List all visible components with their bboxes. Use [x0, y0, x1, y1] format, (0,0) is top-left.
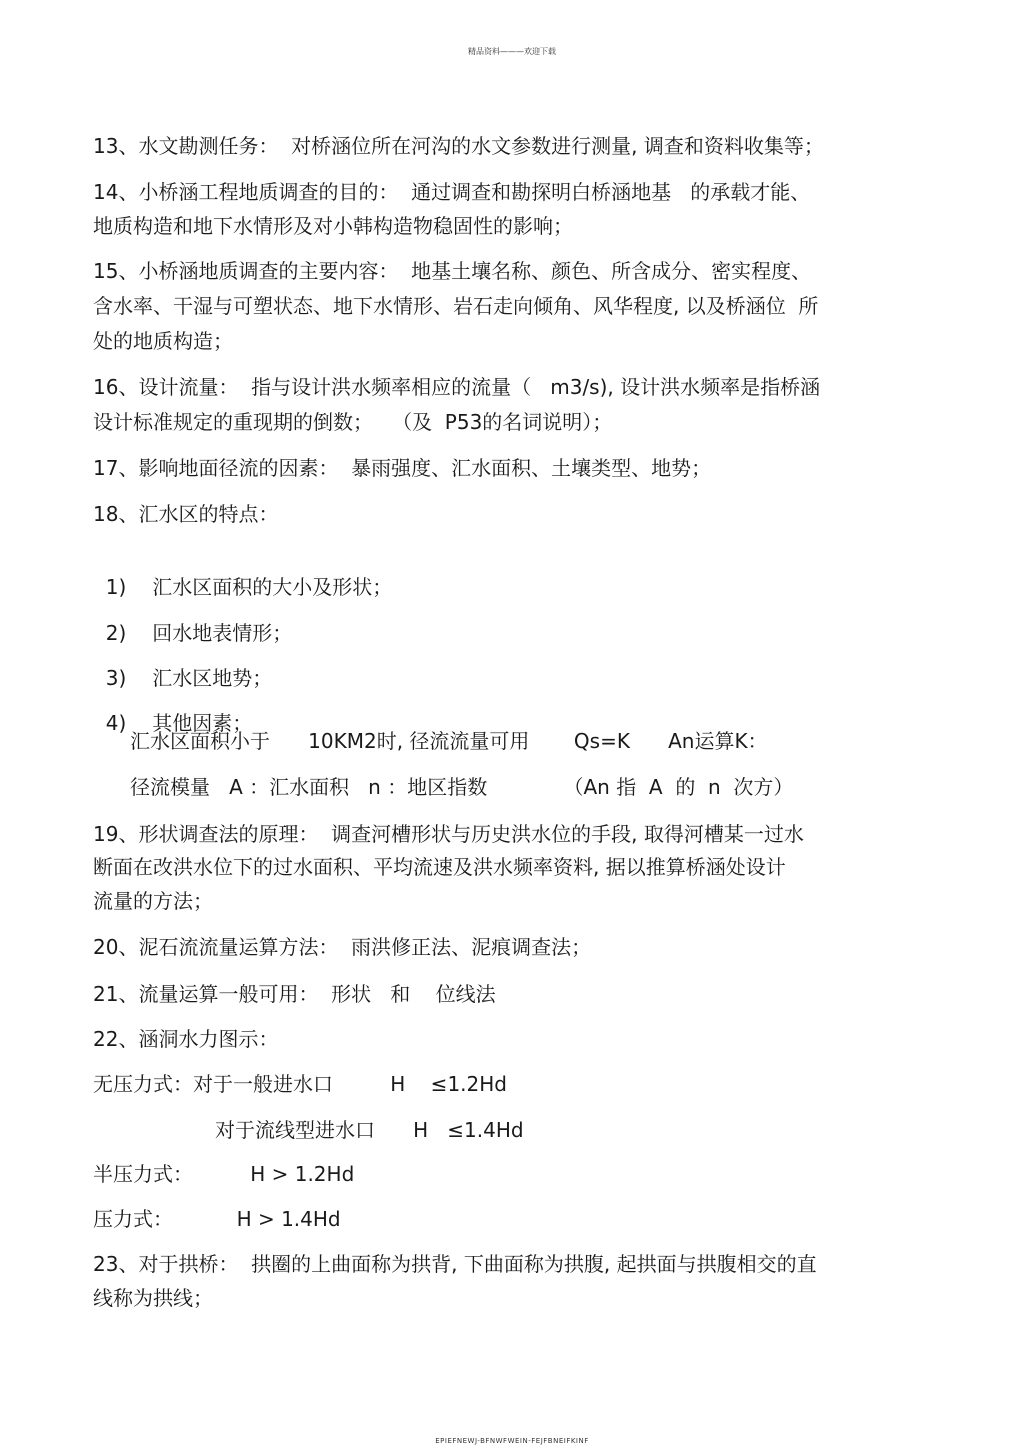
item-16-line-1: 16、设计流量： 指与设计洪水频率相应的流量（ m3/s), 设计洪水频率是指桥涵 — [93, 375, 821, 399]
item-15-line-2: 含水率、干湿与可塑状态、地下水情形、岩石走向倾角、风华程度, 以及桥涵位 所 — [93, 294, 819, 318]
item-20: 20、泥石流流量运算方法： 雨洪修正法、泥痕调查法； — [93, 935, 592, 959]
item-14-line-1: 14、小桥涵工程地质调查的目的： 通过调查和勘探明白桥涵地基 的承载才能、 — [93, 180, 811, 204]
formula-legend: 径流模量 A ：汇水面积 n ：地区指数 （An 指 A 的 n 次方） — [130, 775, 794, 799]
formula-line: 汇水区面积小于 10KM2时, 径流流量可用 Qs=K An运算K： — [130, 729, 768, 753]
subitem-3-text: 汇水区地势； — [152, 666, 273, 690]
item-22-title: 22、涵洞水力图示： — [93, 1027, 279, 1051]
unpressurized-normal-inlet: 无压力式：对于一般进水口 H ≤1.2Hd — [93, 1072, 507, 1096]
pressurized: 压力式： H > 1.4Hd — [93, 1207, 341, 1231]
item-14-line-2: 地质构造和地下水情形及对小韩构造物稳固性的影响； — [93, 214, 573, 238]
subitem-1-text: 汇水区面积的大小及形状； — [152, 575, 393, 599]
item-23-line-1: 23、对于拱桥： 拱圈的上曲面称为拱背, 下曲面称为拱腹, 起拱面与拱腹相交的直 — [93, 1252, 817, 1276]
item-23-line-2: 线称为拱线； — [93, 1286, 213, 1310]
unpressurized-streamlined-inlet: 对于流线型进水口 H ≤1.4Hd — [215, 1118, 524, 1142]
item-18-title: 18、汇水区的特点： — [93, 502, 279, 526]
item-15-line-3: 处的地质构造； — [93, 329, 233, 353]
subitem-2-number: 2) — [105, 621, 127, 645]
page-header: 精品资料———欢迎下载 — [468, 47, 556, 56]
item-15-line-1: 15、小桥涵地质调查的主要内容： 地基土壤名称、颜色、所含成分、密实程度、 — [93, 259, 812, 283]
item-19-line-2: 断面在改洪水位下的过水面积、平均流速及洪水频率资料, 据以推算桥涵处设计 — [93, 855, 786, 879]
item-17: 17、影响地面径流的因素： 暴雨强度、汇水面积、土壤类型、地势； — [93, 456, 712, 480]
item-19-line-1: 19、形状调查法的原理： 调查河槽形状与历史洪水位的手段, 取得河槽某一过水 — [93, 822, 804, 846]
item-21: 21、流量运算一般可用： 形状 和 位线法 — [93, 982, 496, 1006]
item-13: 13、水文勘测任务： 对桥涵位所在河沟的水文参数进行测量, 调查和资料收集等； — [93, 134, 824, 158]
subitem-4-text: 其他因素； — [152, 711, 253, 735]
semi-pressurized: 半压力式： H > 1.2Hd — [93, 1162, 355, 1186]
subitem-4-number: 4) — [105, 711, 127, 735]
subitem-2-text: 回水地表情形； — [152, 621, 293, 645]
subitem-3-number: 3) — [105, 666, 127, 690]
subitem-1-number: 1) — [105, 575, 127, 599]
page-footer: EPIEFNEWJ-BFNWFWEIN-FEJFBNEIFKINF — [435, 1437, 589, 1445]
item-16-line-2: 设计标准规定的重现期的倒数； （及 P53的名词说明）； — [93, 410, 613, 434]
item-19-line-3: 流量的方法； — [93, 889, 213, 913]
